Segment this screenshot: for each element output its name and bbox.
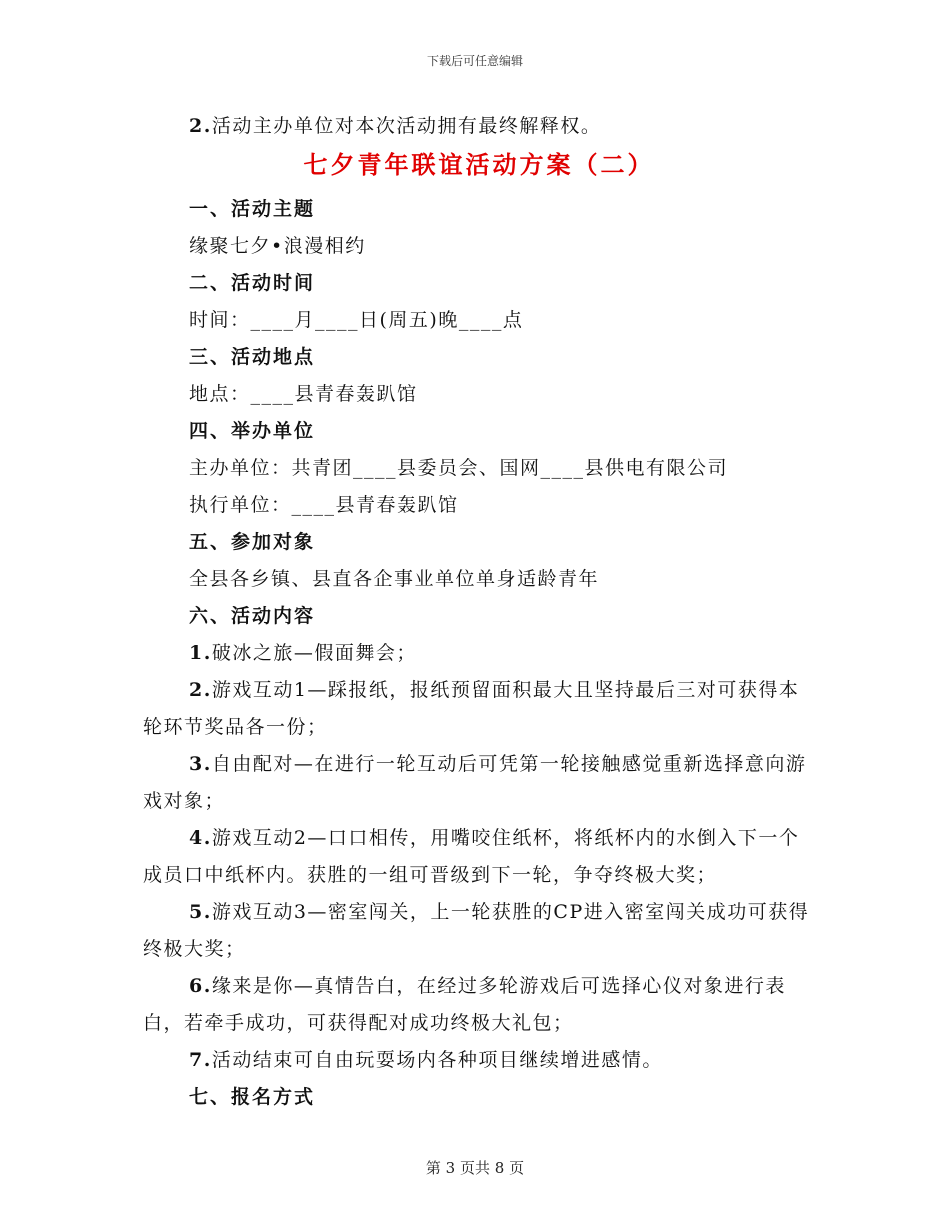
section-heading-time: 二、活动时间 [189, 272, 316, 294]
document-title: 七夕青年联谊活动方案（二） [303, 150, 655, 179]
list-item-number: 1. [189, 642, 212, 664]
list-item [143, 820, 815, 894]
list-item-number: 3. [189, 753, 212, 775]
section-heading-theme: 一、活动主题 [189, 198, 316, 220]
list-item [143, 1042, 815, 1079]
section-heading-location: 三、活动地点 [189, 346, 316, 368]
list-item [143, 894, 815, 968]
intro-item-text: 活动主办单位对本次活动拥有最终解释权。 [211, 115, 602, 137]
list-item-number: 6. [189, 975, 212, 997]
section-heading-registration: 七、报名方式 [189, 1086, 316, 1108]
intro-item-number: 2. [189, 115, 212, 137]
list-item [143, 746, 815, 820]
list-item-text: 缘来是你—真情告白，在经过多轮游戏后可选择心仪对象进行表白，若牵手成功，可获得配对成功终极大礼包； [143, 975, 786, 1034]
section-body-location: 地点：____县青春轰趴馆 [189, 383, 418, 405]
section-heading-organizer: 四、举办单位 [189, 420, 316, 442]
section-heading-content: 六、活动内容 [189, 605, 316, 627]
list-item-text: 游戏互动1—踩报纸，报纸预留面积最大且坚持最后三对可获得本轮环节奖品各一份； [143, 679, 800, 738]
document-body [143, 108, 815, 1116]
section-body-theme: 缘聚七夕•浪漫相约 [189, 235, 366, 257]
list-item-text: 游戏互动3—密室闯关，上一轮获胜的CP进入密室闯关成功可获得终极大奖； [143, 901, 810, 960]
section-body-executor: 执行单位：____县青春轰趴馆 [189, 494, 459, 516]
list-item-text: 自由配对—在进行一轮互动后可凭第一轮接触感觉重新选择意向游戏对象； [143, 753, 807, 812]
list-item [143, 968, 815, 1042]
list-item-number: 2. [189, 679, 212, 701]
section-heading-participants: 五、参加对象 [189, 531, 316, 553]
section-body-participants: 全县各乡镇、县直各企事业单位单身适龄青年 [189, 568, 600, 590]
list-item-text: 活动结束可自由玩耍场内各种项目继续增进感情。 [211, 1049, 663, 1071]
intro-item [143, 108, 815, 145]
list-item-number: 7. [189, 1049, 212, 1071]
page-footer: 第 3 页共 8 页 [425, 1159, 525, 1177]
list-item [143, 635, 815, 672]
list-item-text: 破冰之旅—假面舞会； [211, 642, 417, 664]
list-item-number: 5. [189, 901, 212, 923]
list-item-number: 4. [189, 827, 212, 849]
list-item [143, 672, 815, 746]
list-item-text: 游戏互动2—口口相传，用嘴咬住纸杯，将纸杯内的水倒入下一个成员口中纸杯内。获胜的一组可晋级到下一轮，争夺终极大奖； [143, 827, 800, 886]
section-body-time: 时间：____月____日(周五)晚____点 [189, 309, 524, 331]
page-header: 下载后可任意编辑 [426, 54, 523, 68]
section-body-host: 主办单位：共青团____县委员会、国网____县供电有限公司 [189, 457, 729, 479]
